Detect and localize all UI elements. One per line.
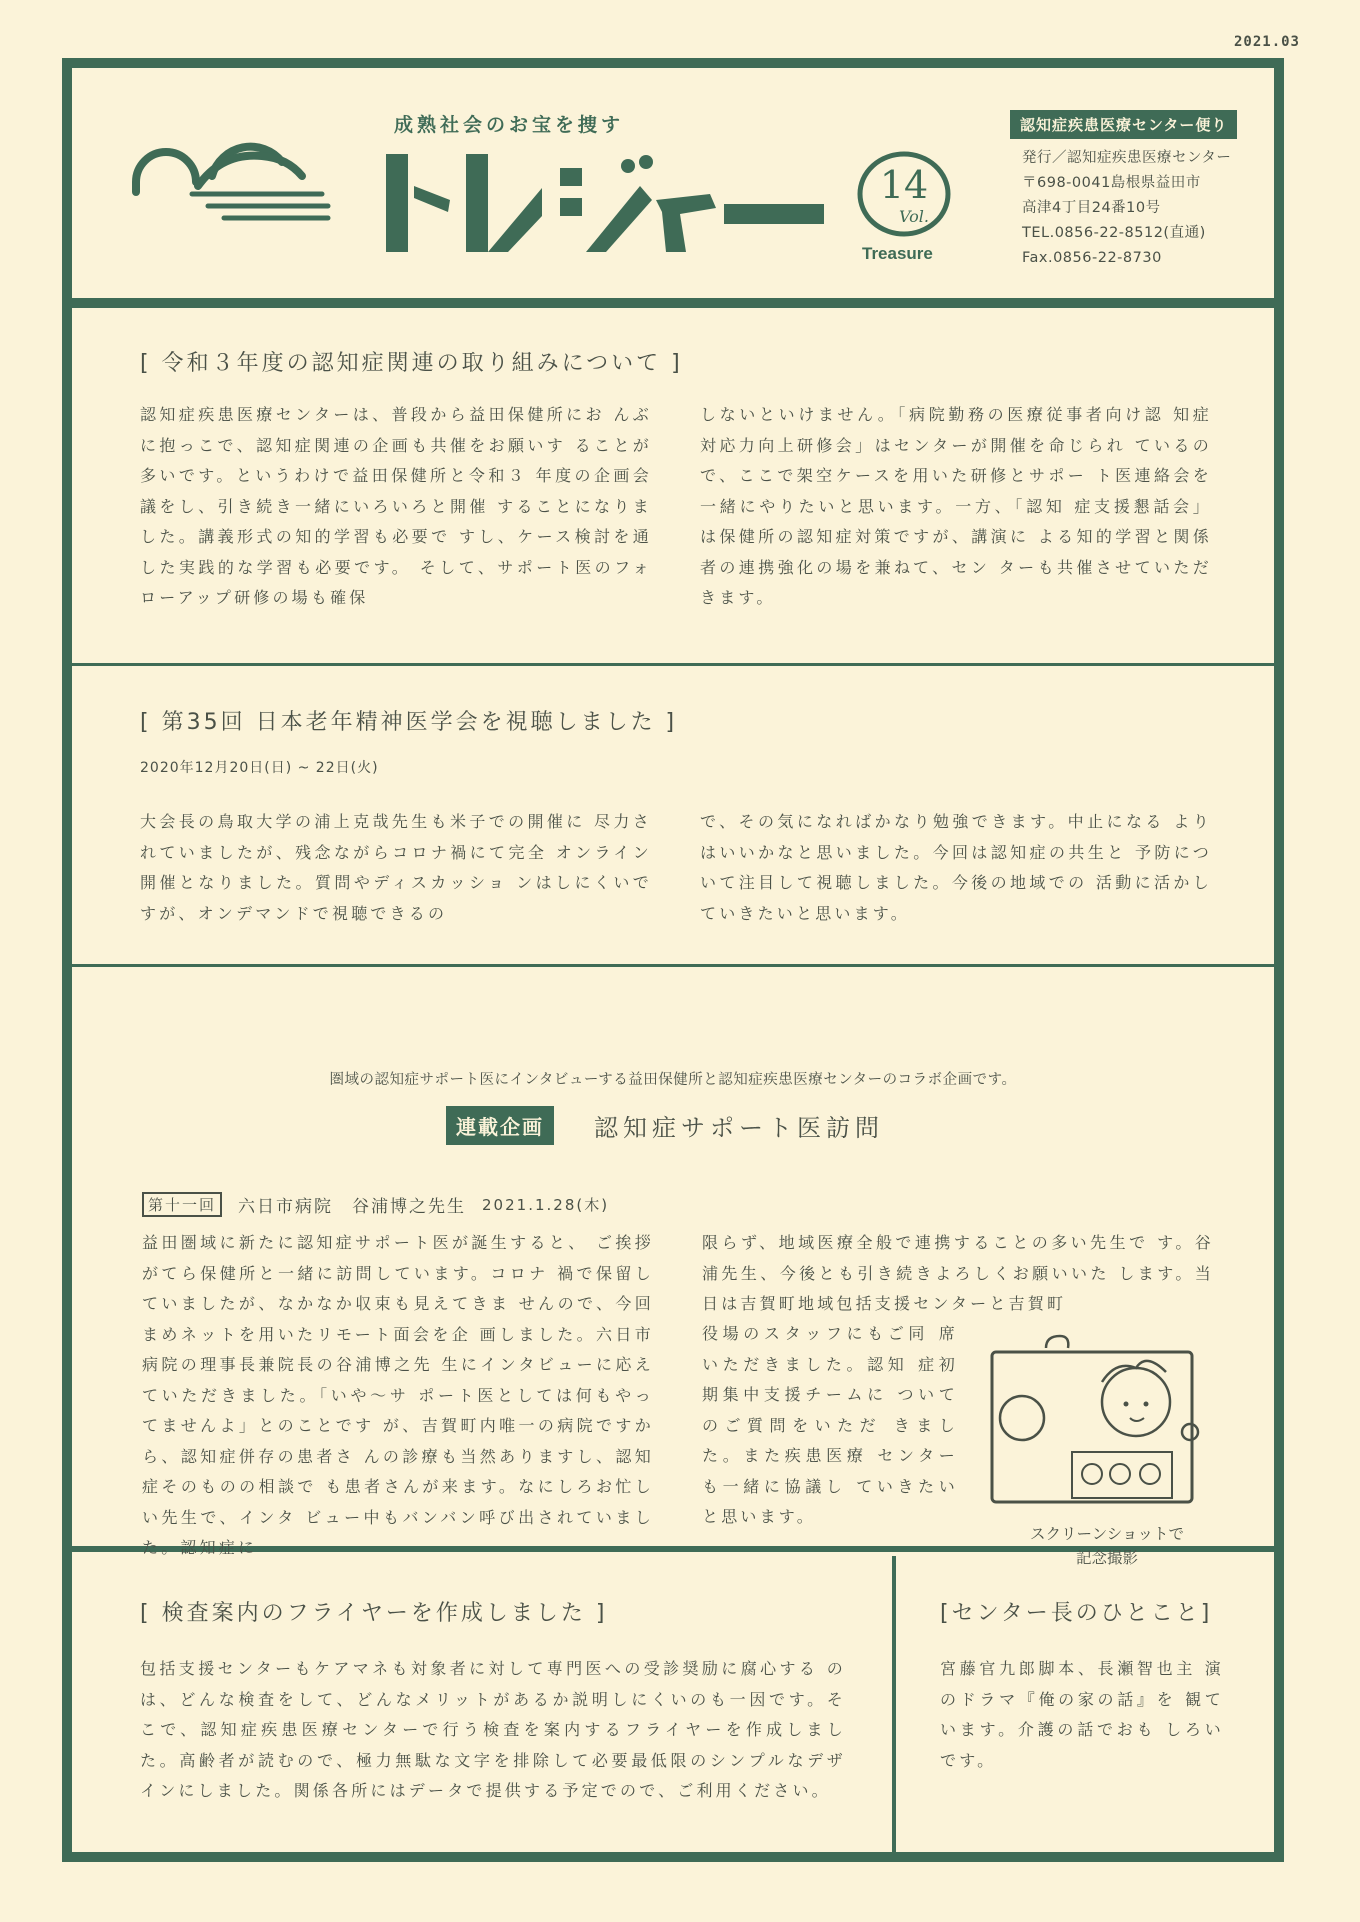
interview-col-2: 限らず、地域医療全般で連携することの多い先生で す。谷浦先生、今後とも引き続きよろしくお願いいた します。当日は吉賀町地域包括支援センターと吉賀町 <box>702 1233 1214 1313</box>
hospital-name: 六日市病院 谷浦博之先生 <box>238 1197 467 1217</box>
screenshot-illustration <box>986 1332 1216 1518</box>
section-title: [ 第35回 日本老年精神医学会を視聴しました ] <box>140 710 678 735</box>
photo-caption: スクリーンショットで 記念撮影 <box>1030 1525 1184 1567</box>
article-col-2: しないといけません。「病院勤務の医療従事者向け認 知症対応力向上研修会」はセンターが開催を命じられ ているので、ここで架空ケースを用いた研修とサポー ト医連絡会を一緒にやりたいと思います。一方、「認知 症支援懇話会」は保健所の認知症対策ですが、講演に よる知的学習と関係者の連携強化の場を兼ねて、セン ターも共催させていただきます。 <box>700 405 1212 607</box>
episode-line <box>142 1192 609 1217</box>
interview-date: 2021.1.28(木) <box>482 1196 610 1214</box>
director-title: [センター長のひとこと] <box>940 1601 1213 1626</box>
series-tag: 連載企画 <box>446 1106 554 1145</box>
treasure-en: Treasure <box>862 244 933 263</box>
publisher-tag: 認知症疾患医療センター便り <box>1010 110 1237 139</box>
svg-text:Vol.: Vol. <box>899 207 929 226</box>
masthead <box>72 68 1274 308</box>
column-divider <box>892 1556 896 1862</box>
flyer-body: 包括支援センターもケアマネも対象者に対して専門医への受診奨励に腐心する のは、どんな検査をして、どんなメリットがあるか説明しにくいのも一因です。そ こで、認知症疾患医療センターで行う検査を案内するフライヤーを作成しまし た。高齢者が読むので、極力無駄な文字を排除して必要最低限のシンプルなデザ インにしました。関係各所にはデータで提供する予定でので、ご利用ください。 <box>140 1659 846 1800</box>
newsletter-frame <box>62 58 1284 1862</box>
svg-text:14: 14 <box>879 163 929 207</box>
section-title: [ 令和３年度の認知症関連の取り組みについて ] <box>140 351 683 376</box>
section-initiatives <box>72 308 1274 666</box>
section-conference <box>72 669 1274 967</box>
sunset-icon <box>132 142 332 222</box>
section-title: [ 検査案内のフライヤーを作成しました ] <box>140 1601 608 1626</box>
treasure-logo <box>380 148 840 258</box>
episode-number: 第十一回 <box>142 1192 222 1217</box>
publisher-info: 発行／認知症疾患医療センター 〒698-0041島根県益田市 高津4丁目24番10号 TEL.0856-22-8512(直通) Fax.0856-22-8730 <box>1022 150 1232 266</box>
series-title: 認知症サポート医訪問 <box>594 1114 884 1142</box>
collab-note: 圏域の認知症サポート医にインタビューする益田保健所と認知症疾患医療センターのコラボ企画です。 <box>329 1072 1017 1088</box>
catchphrase: 成熟社会のお宝を捜す <box>394 114 625 136</box>
conference-date: 2020年12月20日(日) ~ 22日(火) <box>140 760 379 776</box>
interview-col-2b: 役場のスタッフにもご同 席いただきました。認知 症初期集中支援チームに ついてのご質問をいただ きました。また疾患医療 センターも一緒に協議し ていきたいと思います。 <box>702 1324 958 1526</box>
section-flyer <box>72 1556 1274 1862</box>
article-col-1: 大会長の鳥取大学の浦上克哉先生も米子での開催に 尽力されていましたが、残念ながらコロナ禍にて完全 オンライン開催となりました。質問やディスカッショ ンはしにくいですが、オンデマンドで視聴できるの <box>140 812 652 923</box>
interview-col-1: 益田圏域に新たに認知症サポート医が誕生すると、 ご挨拶がてら保健所と一緒に訪問しています。コロナ 禍で保留していましたが、なかなか収束も見えてきま せんので、今回まめネットを用いたリモート面会を企 画しました。六日市病院の理事長兼院長の谷浦博之先 生にインタビューに応えていただきました。「いや〜サ ポート医としては何もやってませんよ」とのことです が、吉賀町内唯一の病院ですから、認知症併存の患者さ んの診療も当然ありますし、認知症そのものの相談で も患者さんが来ます。なにしろお忙しい先生で、インタ ビュー中もバンバン呼び出されていました。認知症に <box>142 1233 654 1557</box>
article-col-1: 認知症疾患医療センターは、普段から益田保健所にお んぶに抱っこで、認知症関連の企画も共催をお願いす ることが多いです。というわけで益田保健所と令和３ 年度の企画会議をし、引き続き一緒にいろいろと開催 することになりました。講義形式の知的学習も必要で すし、ケース検討を通した実践的な学習も必要です。 そして、サポート医のフォローアップ研修の場も確保 <box>140 405 652 607</box>
vol-badge <box>852 148 962 244</box>
article-col-2: で、その気になればかなり勉強できます。中止になる よりはいいかなと思いました。今回は認知症の共生と 予防について注目して視聴しました。今後の地域での 活動に活かしていきたいと思います。 <box>700 812 1212 923</box>
issue-date: 2021.03 <box>1233 34 1300 50</box>
director-body: 宮藤官九郎脚本、長瀬智也主 演のドラマ『俺の家の話』を 観ています。介護の話でおも しろいです。 <box>940 1659 1224 1770</box>
